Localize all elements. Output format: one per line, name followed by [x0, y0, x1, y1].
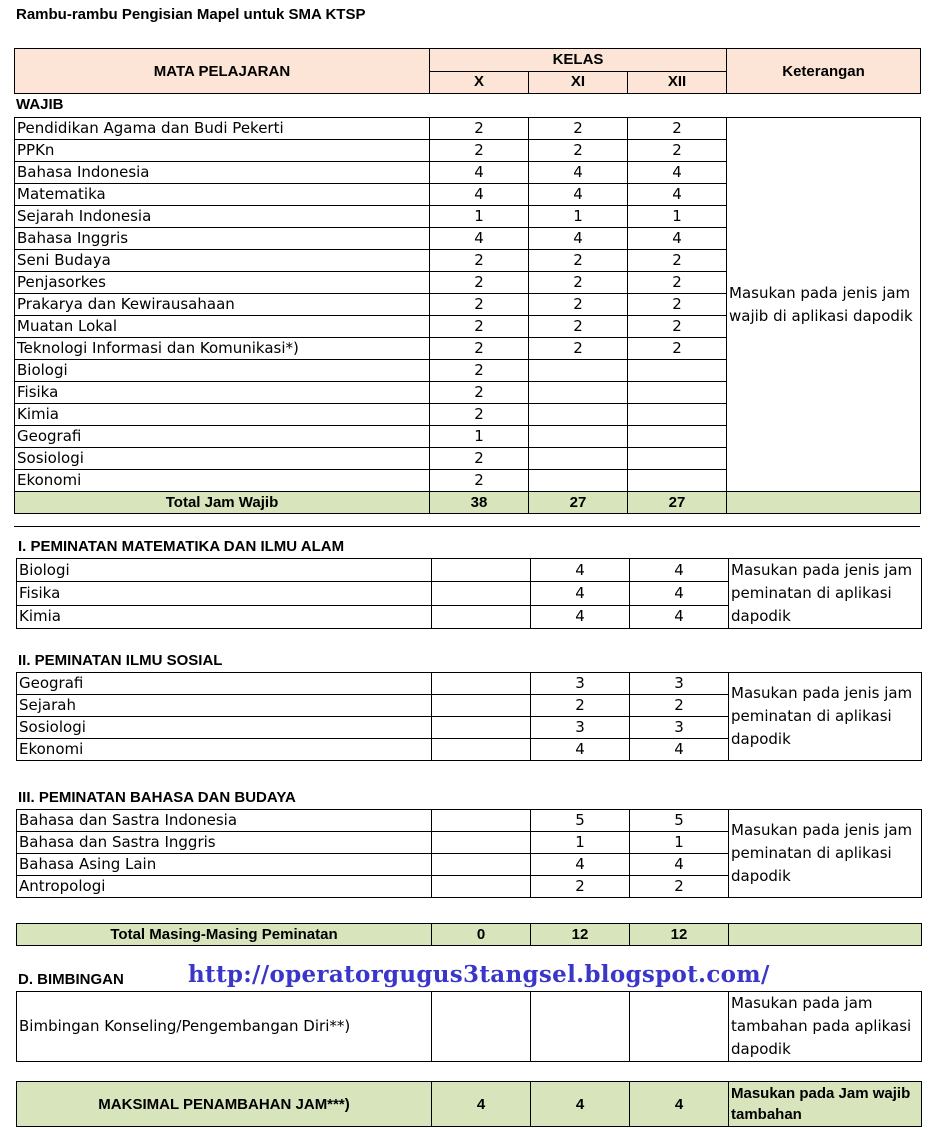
hours-x [432, 876, 531, 898]
sec3-note: Masukan pada jenis jam peminatan di aplikasi dapodik [729, 810, 922, 898]
total-xii: 27 [628, 492, 727, 514]
subject-name: Bahasa dan Sastra Inggris [17, 832, 432, 854]
subject-name: Sosiologi [15, 448, 430, 470]
hours-xi: 2 [529, 338, 628, 360]
subject-name: Ekonomi [17, 739, 432, 761]
total-x: 38 [430, 492, 529, 514]
subject-name: Bahasa Asing Lain [17, 854, 432, 876]
sec1-table [16, 558, 922, 629]
subject-name: Sosiologi [17, 717, 432, 739]
hours-xii: 3 [630, 717, 729, 739]
hours-x [432, 605, 531, 628]
hours-xii: 2 [628, 272, 727, 294]
wajib-note: Masukan pada jenis jam wajib di aplikasi dapodik [727, 118, 921, 492]
hours-xi: 4 [531, 739, 630, 761]
subject-name: Prakarya dan Kewirausahaan [15, 294, 430, 316]
hours-x: 2 [430, 118, 529, 140]
subject-name: Kimia [17, 605, 432, 628]
hours-x: 2 [430, 338, 529, 360]
sec2-note: Masukan pada jenis jam peminatan di aplikasi dapodik [729, 673, 922, 761]
hours-x: 2 [430, 448, 529, 470]
subject-name: Bahasa Indonesia [15, 162, 430, 184]
subject-name: Bahasa dan Sastra Indonesia [17, 810, 432, 832]
subject-name: Sejarah [17, 695, 432, 717]
hours-xi: 5 [531, 810, 630, 832]
bimbingan-name: Bimbingan Konseling/Pengembangan Diri**) [17, 992, 432, 1062]
total-peminatan-note [729, 924, 922, 946]
sec2-label: II. PEMINATAN ILMU SOSIAL [18, 652, 223, 669]
maksimal-label: MAKSIMAL PENAMBAHAN JAM***) [17, 1082, 432, 1127]
sec1-row [17, 559, 922, 582]
hours-xii: 4 [628, 184, 727, 206]
total-peminatan-table [16, 923, 922, 946]
sec1-note: Masukan pada jenis jam peminatan di aplikasi dapodik [729, 559, 922, 629]
hours-xii [628, 404, 727, 426]
hours-x [432, 582, 531, 605]
subject-name: Geografi [15, 426, 430, 448]
hours-x: 2 [430, 294, 529, 316]
header-kelas: KELAS [430, 49, 727, 72]
subject-name: Penjasorkes [15, 272, 430, 294]
hours-xi [529, 448, 628, 470]
subject-name: Pendidikan Agama dan Budi Pekerti [15, 118, 430, 140]
hours-xi: 4 [529, 162, 628, 184]
hours-xi: 3 [531, 717, 630, 739]
hours-xii: 1 [628, 206, 727, 228]
bimbingan-label: D. BIMBINGAN [18, 971, 124, 988]
hours-x: 4 [430, 184, 529, 206]
hours-x [432, 717, 531, 739]
wajib-label: WAJIB [16, 96, 64, 113]
hours-x [432, 673, 531, 695]
header-x: X [430, 71, 529, 94]
hours-x: 2 [430, 316, 529, 338]
hours-xi [529, 360, 628, 382]
hours-xii: 2 [630, 876, 729, 898]
hours-xi: 4 [531, 582, 630, 605]
hours-x: 2 [430, 404, 529, 426]
hours-xii: 1 [630, 832, 729, 854]
subject-name: Kimia [15, 404, 430, 426]
hours-xi: 2 [529, 316, 628, 338]
maksimal-note: Masukan pada Jam wajib tambahan [729, 1082, 922, 1127]
hours-x: 1 [430, 206, 529, 228]
total-peminatan-x: 0 [432, 924, 531, 946]
hours-x [432, 739, 531, 761]
sec3-label: III. PEMINATAN BAHASA DAN BUDAYA [18, 789, 296, 806]
hours-xii: 2 [628, 338, 727, 360]
hours-xi: 4 [531, 559, 630, 582]
hours-x: 2 [430, 470, 529, 492]
hours-xi: 2 [531, 695, 630, 717]
wajib-total-row [15, 492, 921, 514]
hours-xi: 1 [531, 832, 630, 854]
sec2-table [16, 672, 922, 761]
hours-xii: 4 [630, 739, 729, 761]
hours-xii: 3 [630, 673, 729, 695]
total-xi: 27 [529, 492, 628, 514]
hours-xi: 4 [529, 184, 628, 206]
total-peminatan-row [17, 924, 922, 946]
hours-xi: 2 [529, 250, 628, 272]
hours-xi: 3 [531, 673, 630, 695]
subject-name: Ekonomi [15, 470, 430, 492]
total-peminatan-label: Total Masing-Masing Peminatan [17, 924, 432, 946]
subject-name: Geografi [17, 673, 432, 695]
hours-xii [628, 426, 727, 448]
hours-xi: 4 [529, 228, 628, 250]
hours-xi: 2 [531, 876, 630, 898]
sec1-label: I. PEMINATAN MATEMATIKA DAN ILMU ALAM [18, 538, 345, 555]
hours-xii: 4 [630, 605, 729, 628]
hours-xi [529, 426, 628, 448]
bimbingan-table [16, 991, 922, 1062]
hours-xii: 4 [630, 559, 729, 582]
hours-xi: 2 [529, 118, 628, 140]
hours-xi: 2 [529, 140, 628, 162]
subject-name: Matematika [15, 184, 430, 206]
subject-name: Sejarah Indonesia [15, 206, 430, 228]
subject-name: Biologi [17, 559, 432, 582]
hours-xii [628, 448, 727, 470]
header-mata-pelajaran: MATA PELAJARAN [15, 49, 430, 94]
subject-name: Antropologi [17, 876, 432, 898]
page-title: Rambu-rambu Pengisian Mapel untuk SMA KTSP [16, 6, 366, 23]
hours-x [432, 695, 531, 717]
hours-x [432, 832, 531, 854]
hours-xii: 5 [630, 810, 729, 832]
subject-name: PPKn [15, 140, 430, 162]
maksimal-row [17, 1082, 922, 1127]
hours-x: 1 [430, 426, 529, 448]
subject-name: Seni Budaya [15, 250, 430, 272]
hours-x [432, 559, 531, 582]
wajib-row [15, 118, 921, 140]
hours-xii: 2 [628, 140, 727, 162]
hours-x: 2 [430, 272, 529, 294]
hours-xi: 1 [529, 206, 628, 228]
hours-xi [529, 382, 628, 404]
bimbingan-x [432, 992, 531, 1062]
subject-name: Fisika [15, 382, 430, 404]
hours-xi [529, 470, 628, 492]
hours-x [432, 810, 531, 832]
sec3-table [16, 809, 922, 898]
hours-xi: 2 [529, 294, 628, 316]
hours-xii: 4 [630, 854, 729, 876]
bimbingan-note: Masukan pada jam tambahan pada aplikasi dapodik [729, 992, 922, 1062]
hours-xii [628, 382, 727, 404]
hours-xi: 4 [531, 854, 630, 876]
bimbingan-row [17, 992, 922, 1062]
bimbingan-xi [531, 992, 630, 1062]
sec2-row [17, 673, 922, 695]
hours-x [432, 854, 531, 876]
bimbingan-xii [630, 992, 729, 1062]
hours-x: 2 [430, 140, 529, 162]
total-label: Total Jam Wajib [15, 492, 430, 514]
hours-xii: 4 [630, 582, 729, 605]
header-xii: XII [628, 71, 727, 94]
hours-xii: 2 [628, 118, 727, 140]
hours-xii: 2 [630, 695, 729, 717]
subject-name: Bahasa Inggris [15, 228, 430, 250]
hours-xii: 2 [628, 294, 727, 316]
hours-x: 4 [430, 228, 529, 250]
hours-x: 2 [430, 250, 529, 272]
hours-xi: 4 [531, 605, 630, 628]
hours-xii: 4 [628, 228, 727, 250]
header-keterangan: Keterangan [727, 49, 921, 94]
hours-x: 2 [430, 360, 529, 382]
subject-name: Biologi [15, 360, 430, 382]
sec3-row [17, 810, 922, 832]
hours-xii: 4 [628, 162, 727, 184]
total-note [727, 492, 921, 514]
subject-name: Muatan Lokal [15, 316, 430, 338]
hours-xi: 2 [529, 272, 628, 294]
hours-x: 2 [430, 382, 529, 404]
hours-xii [628, 360, 727, 382]
divider-line [14, 526, 920, 527]
maksimal-xi: 4 [531, 1082, 630, 1127]
subject-name: Fisika [17, 582, 432, 605]
hours-xii: 2 [628, 250, 727, 272]
wajib-table [14, 117, 921, 514]
hours-xii [628, 470, 727, 492]
header-xi: XI [529, 71, 628, 94]
maksimal-xii: 4 [630, 1082, 729, 1127]
hours-x: 4 [430, 162, 529, 184]
subject-name: Teknologi Informasi dan Komunikasi*) [15, 338, 430, 360]
blog-link[interactable]: http://operatorgugus3tangsel.blogspot.com/ [188, 961, 770, 988]
header-table [14, 48, 921, 94]
hours-xii: 2 [628, 316, 727, 338]
maksimal-x: 4 [432, 1082, 531, 1127]
total-peminatan-xi: 12 [531, 924, 630, 946]
total-peminatan-xii: 12 [630, 924, 729, 946]
maksimal-table [16, 1081, 922, 1127]
hours-xi [529, 404, 628, 426]
